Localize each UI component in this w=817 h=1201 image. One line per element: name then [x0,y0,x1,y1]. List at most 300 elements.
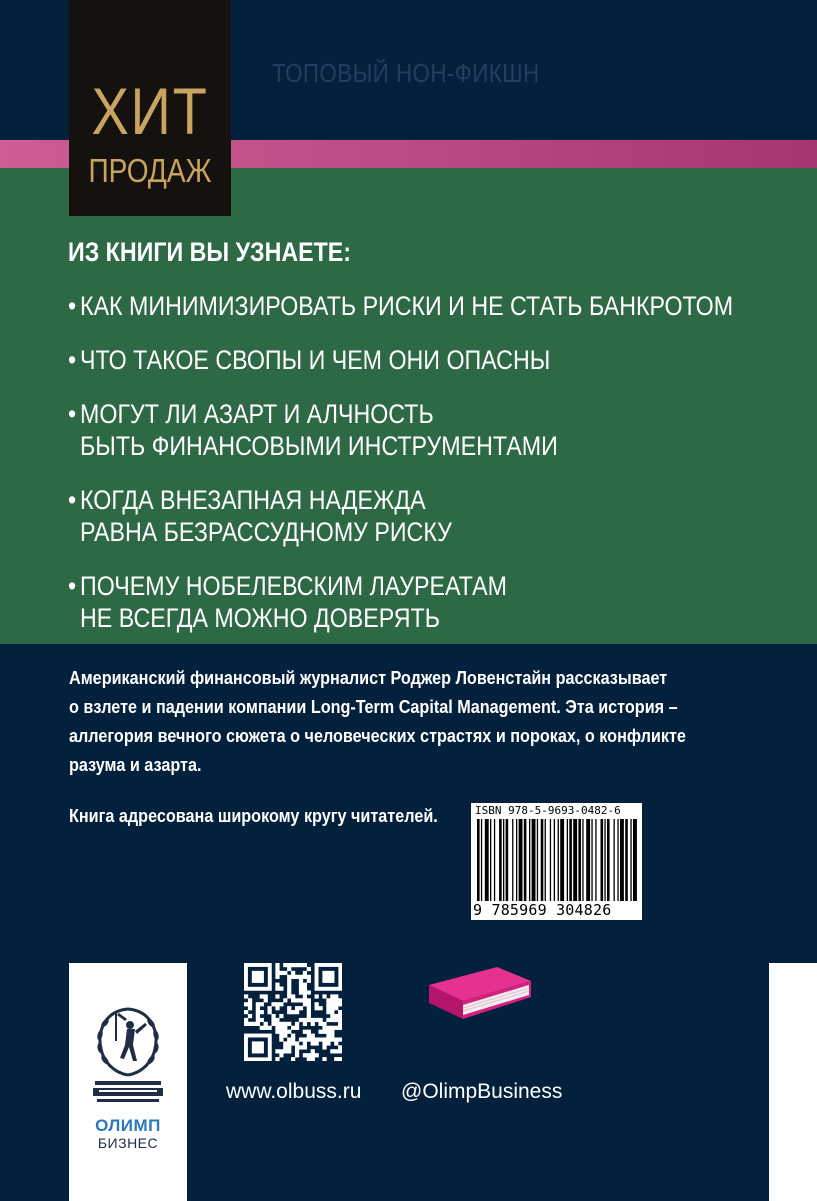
learn-heading: ИЗ КНИГИ ВЫ УЗНАЕТЕ: [68,237,351,267]
bullet-text [68,398,687,462]
barcode-bar [569,819,572,901]
learn-section [68,236,788,634]
qr-module [283,1041,287,1045]
qr-module [295,1010,299,1014]
qr-module [256,1018,260,1022]
barcode-bar [554,819,555,901]
qr-module [299,998,303,1002]
qr-module [291,963,295,967]
qr-module [275,1002,279,1006]
qr-module [334,1037,338,1041]
qr-module [295,1022,299,1026]
barcode-bar [506,819,509,901]
qr-code-icon [244,963,342,1061]
qr-module [279,971,283,975]
qr-module [291,1057,295,1061]
bullet-text [68,344,687,376]
qr-module [330,998,334,1002]
qr-module [311,1022,315,1026]
qr-module [307,1002,311,1006]
qr-module [318,1018,322,1022]
qr-module [303,1037,307,1041]
qr-module [264,1026,268,1030]
qr-module [334,1002,338,1006]
qr-module [330,994,334,998]
qr-module [299,1018,303,1022]
qr-module [326,1006,330,1010]
barcode-bar [499,819,502,901]
bullet-line: ПОЧЕМУ НОБЕЛЕВСКИМ ЛАУРЕАТАМ [80,571,507,601]
qr-module [287,1022,291,1026]
qr-module [299,983,303,987]
qr-module [318,1006,322,1010]
qr-module [291,971,295,975]
qr-module [275,1006,279,1010]
bullet-text [68,290,734,322]
qr-module [299,979,303,983]
qr-module [338,1026,342,1030]
qr-module [307,967,311,971]
qr-module [330,1034,334,1038]
barcode-bar [512,819,513,901]
qr-module [303,987,307,991]
qr-module [275,994,279,998]
qr-module [303,1018,307,1022]
barcode-bar [604,819,605,901]
barcode-bar [529,819,530,901]
qr-module [311,1053,315,1057]
qr-module [256,1002,260,1006]
qr-module [307,1018,311,1022]
bullet-line: ЧТО ТАКОЕ СВОПЫ И ЧЕМ ОНИ ОПАСНЫ [80,345,551,375]
qr-module [295,1053,299,1057]
barcode-bar [625,819,628,901]
barcode-bar [558,819,559,901]
publisher-name: ОЛИМП [95,1116,161,1135]
qr-module [256,1014,260,1018]
qr-module [299,963,303,967]
qr-module [303,975,307,979]
barcode-bar [578,819,581,901]
qr-module [287,1037,291,1041]
barcode-bar [560,819,564,901]
qr-module [279,1002,283,1006]
qr-module [338,1057,342,1061]
bullet-dot: • [68,485,77,515]
qr-module [303,1041,307,1045]
qr-module [338,1010,342,1014]
qr-module [307,1010,311,1014]
qr-module [283,971,287,975]
qr-module [322,1041,326,1045]
barcode-bar [630,819,631,901]
qr-module [256,1006,260,1010]
qr-module [307,975,311,979]
qr-module [330,1049,334,1053]
qr-module [299,1045,303,1049]
barcode-bar [532,819,536,901]
qr-module [279,1022,283,1026]
qr-module [299,1037,303,1041]
qr-module [275,1057,279,1061]
bullet-item [68,570,687,634]
qr-module [307,990,311,994]
qr-module [260,1026,264,1030]
qr-module [303,1002,307,1006]
qr-module [279,1034,283,1038]
qr-module [326,1010,330,1014]
qr-module [291,1037,295,1041]
bullet-item [68,484,687,548]
barcode-bar [481,819,482,901]
qr-module [295,1049,299,1053]
qr-module [330,1018,334,1022]
qr-module [307,979,311,983]
qr-module [338,1049,342,1053]
bullet-text [68,570,687,634]
qr-module [338,1037,342,1041]
qr-module [264,998,268,1002]
qr-module [283,1045,287,1049]
qr-module [275,987,279,991]
qr-module [244,1022,248,1026]
qr-module [307,998,311,1002]
qr-module [326,1041,330,1045]
qr-module [295,963,299,967]
qr-module [279,1014,283,1018]
qr-module [326,1026,330,1030]
qr-module [283,1026,287,1030]
description-line: Американский финансовый журналист Роджер Ловенстайн рассказывает [69,668,668,688]
qr-module [287,987,291,991]
qr-module [295,975,299,979]
qr-module [303,994,307,998]
barcode-bar [582,819,583,901]
bullet-dot: • [68,399,77,429]
qr-module [252,1022,256,1026]
barcode-bar [550,819,551,901]
qr-module [248,998,252,1002]
barcode-bar [586,819,590,901]
qr-module [283,998,287,1002]
qr-module [307,1014,311,1018]
bullet-dot: • [68,345,77,375]
qr-module [330,1010,334,1014]
qr-module [311,1049,315,1053]
qr-module [260,1010,264,1014]
qr-module [315,1041,319,1045]
qr-module [318,1030,322,1034]
qr-finder-core [322,971,334,983]
qr-module [268,1010,272,1014]
qr-module [322,1057,326,1061]
qr-module [299,987,303,991]
qr-module [338,1022,342,1026]
qr-module [244,994,248,998]
barcode-bar [537,819,538,901]
qr-module [287,967,291,971]
qr-module [299,1006,303,1010]
qr-module [315,1053,319,1057]
barcode-bar [607,819,610,901]
qr-module [260,994,264,998]
description-line: разума и азарта. [69,755,202,775]
qr-module [264,994,268,998]
qr-module [275,975,279,979]
barcode-bar [567,819,568,901]
qr-module [248,1022,252,1026]
bullet-line: РАВНА БЕЗРАССУДНОМУ РИСКУ [80,517,452,547]
qr-module [322,1022,326,1026]
qr-module [311,1041,315,1045]
barcode-bar [541,819,544,901]
hermes-logo-icon [91,1001,165,1113]
qr-module [260,1018,264,1022]
qr-module [283,1034,287,1038]
qr-module [311,1057,315,1061]
description-line: о взлете и падении компании Long-Term Capital Management. Эта история – [69,697,678,717]
qr-finder-core [252,1041,264,1053]
qr-module [279,987,283,991]
qr-module [311,1018,315,1022]
isbn-digits: 9 785969 304826 [473,901,612,919]
qr-module [326,1030,330,1034]
qr-module [275,1018,279,1022]
qr-module [334,1057,338,1061]
barcode-bar [503,819,504,901]
qr-module [244,1010,248,1014]
badge-subtitle: ПРОДАЖ [88,152,212,189]
qr-module [291,1041,295,1045]
qr-module [311,1037,315,1041]
qr-module [326,1037,330,1041]
qr-module [287,1045,291,1049]
qr-module [307,1057,311,1061]
qr-module [291,994,295,998]
qr-module [338,1018,342,1022]
qr-module [330,1006,334,1010]
qr-module [303,990,307,994]
social-handle[interactable]: @OlimpBusiness [401,1080,563,1103]
qr-module [303,983,307,987]
qr-module [295,998,299,1002]
qr-module [307,1053,311,1057]
bullet-line: МОГУТ ЛИ АЗАРТ И АЛЧНОСТЬ [80,399,434,429]
qr-module [279,1049,283,1053]
qr-module [291,1026,295,1030]
barcode-bar [591,819,592,901]
audience-note: Книга адресована широкому кругу читателей. [69,806,438,826]
qr-module [287,975,291,979]
qr-module [303,998,307,1002]
qr-module [338,1045,342,1049]
qr-module [283,1049,287,1053]
bullet-line: КОГДА ВНЕЗАПНАЯ НАДЕЖДА [80,485,426,515]
barcode-bar [617,819,618,901]
qr-module [271,1002,275,1006]
website-link[interactable]: www.olbuss.ru [226,1080,362,1103]
qr-module [334,994,338,998]
qr-module [330,1002,334,1006]
qr-module [334,1026,338,1030]
qr-module [326,998,330,1002]
qr-module [287,1041,291,1045]
book-icon [423,965,535,1029]
qr-module [322,1026,326,1030]
qr-module [291,998,295,1002]
qr-module [330,1014,334,1018]
qr-module [256,1010,260,1014]
qr-module [268,1006,272,1010]
qr-module [330,1030,334,1034]
qr-module [287,1030,291,1034]
bullet-line: НЕ ВСЕГДА МОЖНО ДОВЕРЯТЬ [80,603,440,633]
qr-module [303,1030,307,1034]
qr-module [303,1053,307,1057]
qr-module [307,1006,311,1010]
bullet-item [68,344,687,376]
barcode-bar [494,819,495,901]
bullet-dot: • [68,291,77,321]
qr-module [279,1026,283,1030]
qr-module [264,1022,268,1026]
qr-module [334,1006,338,1010]
qr-module [303,971,307,975]
qr-module [256,1022,260,1026]
barcode-bar [595,819,596,901]
qr-module [318,1037,322,1041]
qr-module [287,979,291,983]
qr-module [287,1049,291,1053]
barcode-bar [573,819,577,901]
qr-module [248,1014,252,1018]
barcode-bar [620,819,624,901]
qr-module [291,975,295,979]
barcode-bar [516,819,517,901]
isbn-barcode [471,803,642,920]
qr-module [330,1037,334,1041]
bullet-item [68,290,734,322]
qr-module [326,1018,330,1022]
qr-module [287,1006,291,1010]
qr-module [299,975,303,979]
qr-module [322,1037,326,1041]
qr-module [283,963,287,967]
qr-module [338,1002,342,1006]
qr-module [283,1030,287,1034]
qr-module [315,1006,319,1010]
bullet-text [68,484,687,548]
qr-module [307,1037,311,1041]
qr-module [307,1034,311,1038]
qr-module [287,983,291,987]
qr-module [275,1049,279,1053]
bullet-line: БЫТЬ ФИНАНСОВЫМИ ИНСТРУМЕНТАМИ [80,431,558,461]
qr-module [260,1002,264,1006]
qr-module [275,1022,279,1026]
barcode-bar [633,819,637,901]
qr-module [334,1018,338,1022]
qr-module [287,963,291,967]
qr-module [279,1053,283,1057]
qr-module [295,1006,299,1010]
qr-module [303,1022,307,1026]
qr-module [303,963,307,967]
qr-module [271,1022,275,1026]
qr-module [291,1034,295,1038]
description-line: аллегория вечного сюжета о человеческих страстях и пороках, о конфликте [69,726,686,746]
qr-module [303,1045,307,1049]
qr-module [244,1018,248,1022]
barcode-bar [524,819,527,901]
barcode-bar [477,819,480,901]
qr-module [334,1049,338,1053]
bullet-item [68,398,687,462]
qr-module [279,1030,283,1034]
barcode-bar [614,819,615,901]
qr-module [315,1018,319,1022]
qr-module [299,990,303,994]
qr-module [315,1002,319,1006]
qr-module [334,998,338,1002]
bestseller-badge [69,0,231,216]
qr-module [275,1026,279,1030]
qr-module [244,1002,248,1006]
qr-module [322,994,326,998]
qr-module [275,967,279,971]
qr-module [275,983,279,987]
barcode-bar [490,819,491,901]
qr-module [330,1026,334,1030]
tagline: ТОПОВЫЙ НОН-ФИКШН [272,58,540,88]
qr-module [334,1041,338,1045]
qr-module [315,994,319,998]
bullet-line: КАК МИНИМИЗИРОВАТЬ РИСКИ И НЕ СТАТЬ БАНКРОТОМ [80,291,734,321]
publisher-sub: БИЗНЕС [97,1135,159,1151]
qr-module [322,1030,326,1034]
barcode-icon [477,819,639,901]
qr-module [291,1010,295,1014]
qr-finder-core [252,971,264,983]
qr-module [287,990,291,994]
qr-module [295,1041,299,1045]
barcode-bar [485,819,489,901]
qr-module [287,1010,291,1014]
qr-module [326,1034,330,1038]
barcode-bar [519,819,523,901]
badge-title: ХИТ [91,74,209,148]
qr-module [275,1030,279,1034]
qr-module [287,994,291,998]
qr-module [295,1026,299,1030]
qr-module [315,1037,319,1041]
isbn-label: ISBN 978-5-9693-0482-6 [475,804,621,817]
qr-module [311,1034,315,1038]
qr-module [248,1006,252,1010]
description [69,664,769,831]
qr-module [322,1045,326,1049]
publisher-logo-panel [69,963,187,1201]
qr-module [338,998,342,1002]
qr-module [271,1018,275,1022]
qr-module [334,1014,338,1018]
qr-module [307,1030,311,1034]
qr-module [271,1014,275,1018]
qr-module [268,1026,272,1030]
barcode-bar [545,819,546,901]
qr-module [275,971,279,975]
qr-module [318,1022,322,1026]
